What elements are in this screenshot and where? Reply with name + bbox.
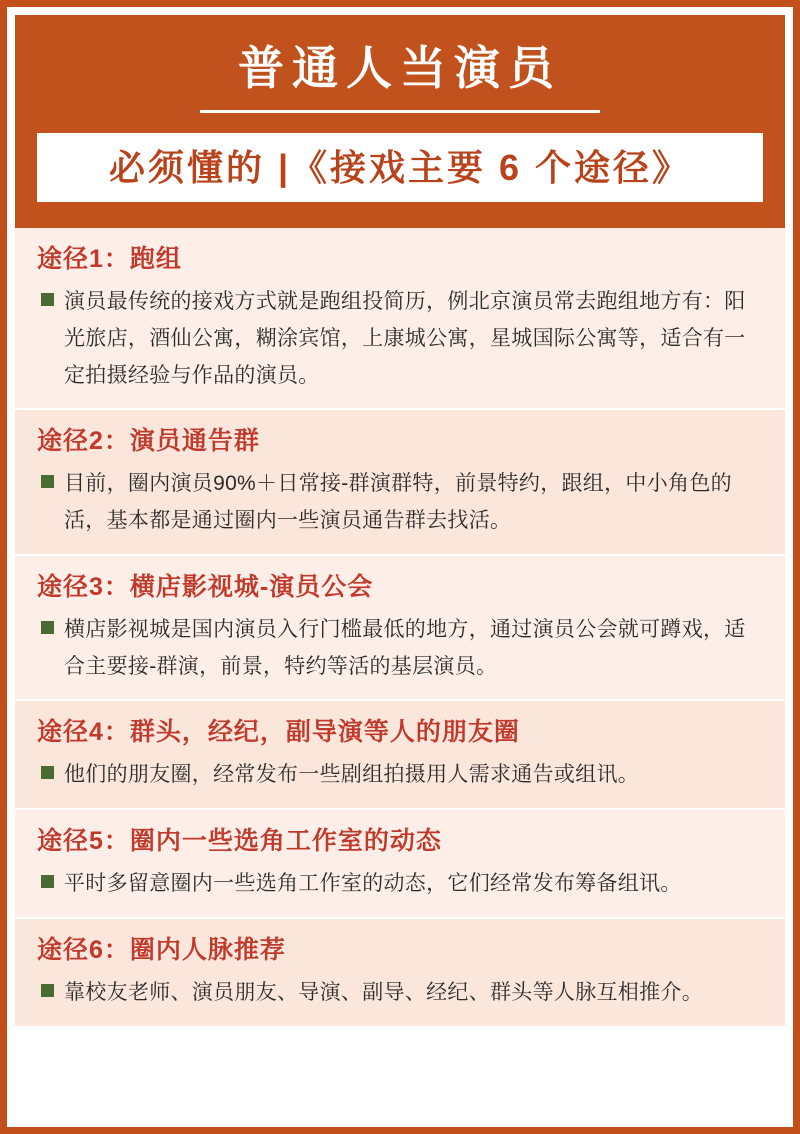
section-title: 途径5：圈内一些选角工作室的动态: [37, 827, 442, 856]
section-item: [15, 556, 785, 702]
section-title: 途径6：圈内人脉推荐: [37, 935, 286, 964]
section-text: 目前，圈内演员90%＋日常接-群演群特，前景特约，跟组，中小角色的活，基本都是通过圈内一些演员通告群去找活。: [64, 472, 732, 533]
section-body: [37, 284, 763, 394]
section-item: [15, 701, 785, 810]
square-bullet-icon: [41, 984, 54, 997]
section-body: [37, 757, 763, 794]
section-title: 途径3：横店影视城-演员公会: [37, 572, 374, 601]
page-title: 普通人当演员: [238, 42, 562, 94]
section-title: 途径1：跑组: [37, 245, 182, 274]
square-bullet-icon: [41, 293, 54, 306]
section-item: [15, 228, 785, 410]
section-title: 途径4：群头，经纪，副导演等人的朋友圈: [37, 718, 520, 747]
section-text: 平时多留意圈内一些选角工作室的动态，它们经常发布筹备组讯。: [64, 872, 682, 896]
section-text: 他们的朋友圈，经常发布一些剧组拍摄用人需求通告或组讯。: [64, 763, 640, 787]
square-bullet-icon: [41, 875, 54, 888]
section-item: [15, 810, 785, 919]
square-bullet-icon: [41, 766, 54, 779]
title-divider: [200, 110, 600, 113]
section-item: [15, 919, 785, 1026]
sections-list: [15, 228, 785, 1119]
square-bullet-icon: [41, 621, 54, 634]
section-body: [37, 866, 763, 903]
section-body: [37, 466, 763, 540]
section-body: [37, 612, 763, 686]
section-body: [37, 975, 763, 1012]
section-text: 演员最传统的接戏方式就是跑组投简历，例北京演员常去跑组地方有：阳光旅店，酒仙公寓，糊涂宾馆，上康城公寓，星城国际公寓等，适合有一定拍摄经验与作品的演员。: [64, 290, 746, 387]
section-text: 横店影视城是国内演员入行门槛最低的地方，通过演员公会就可蹲戏，适合主要接-群演，前景，特约等活的基层演员。: [64, 617, 746, 678]
section-title: 途径2：演员通告群: [37, 427, 260, 456]
section-item: [15, 410, 785, 556]
page-subtitle: 必须懂的 |《接戏主要 6 个途径》: [37, 133, 763, 202]
section-text: 靠校友老师、演员朋友、导演、副导、经纪、群头等人脉互相推介。: [64, 980, 703, 1004]
square-bullet-icon: [41, 475, 54, 488]
poster-header: [15, 15, 785, 228]
